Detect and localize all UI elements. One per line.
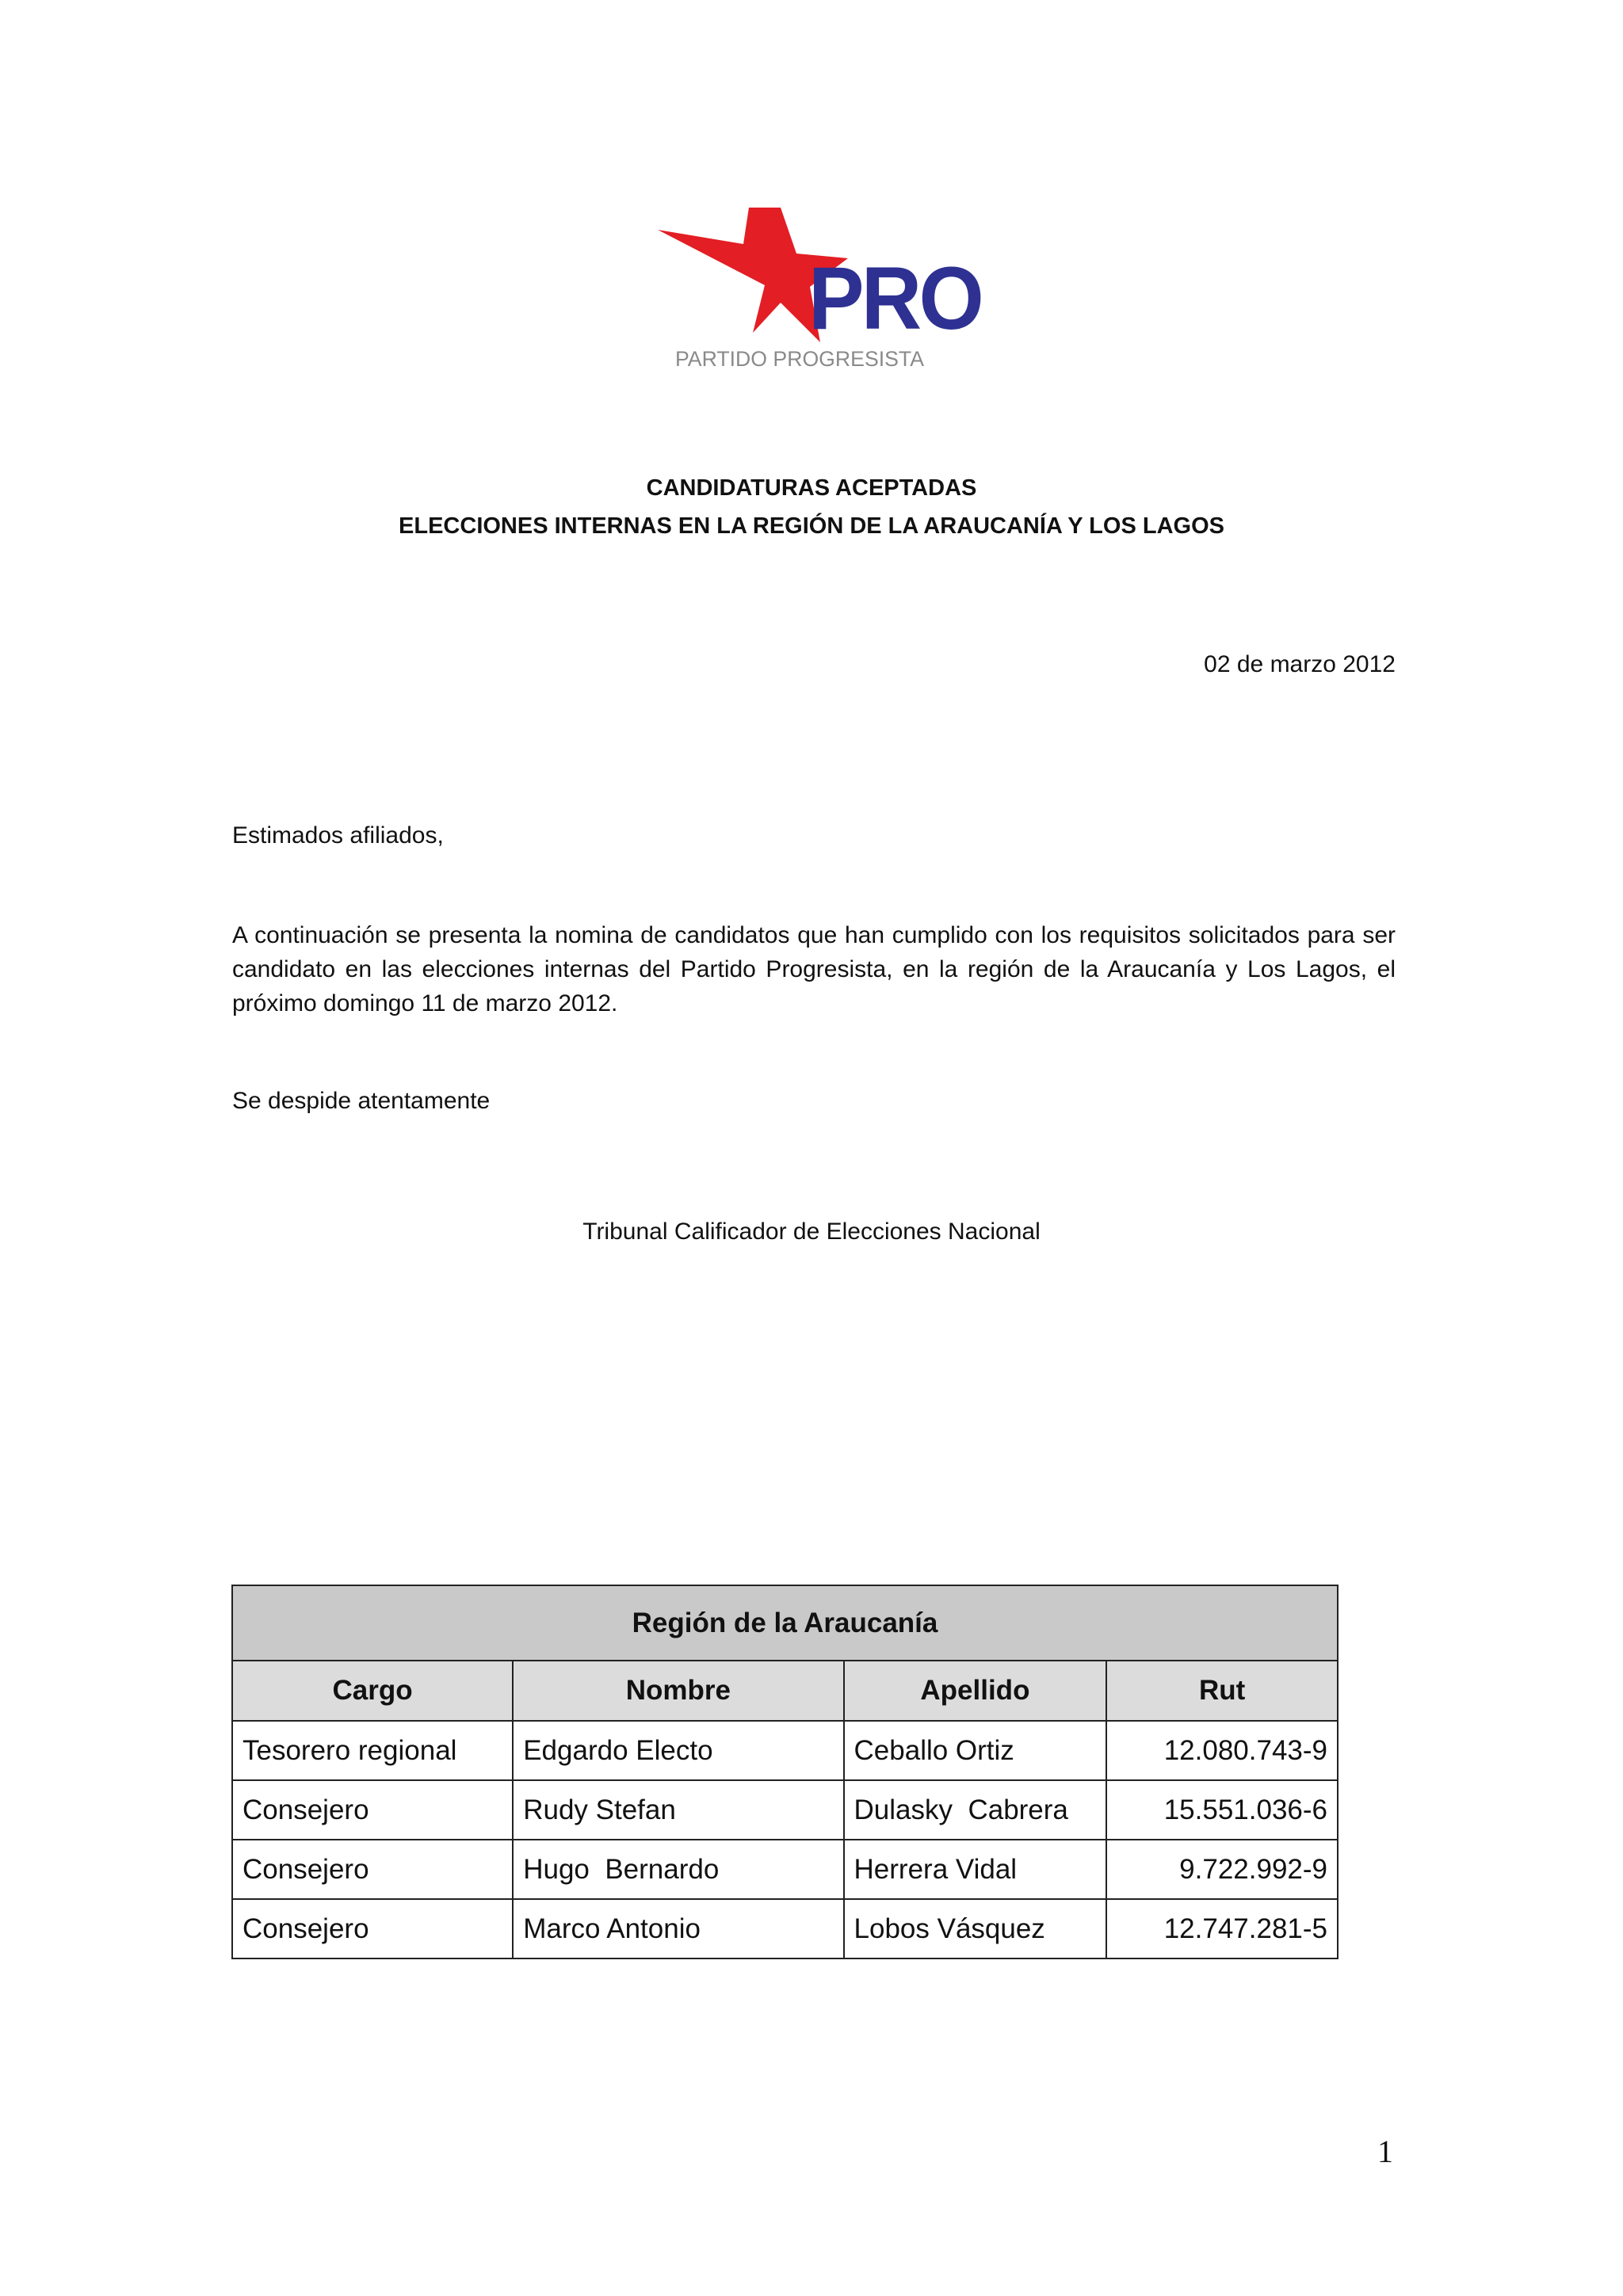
candidates-table [231, 1585, 1338, 1959]
body-paragraph: A continuación se presenta la nomina de candidatos que han cumplido con los requisitos solicitados para ser candidato en las elecciones internas del Partido Progresista, en la región de la Araucanía y Los Lagos, el próximo domingo 11 de marzo 2012. [232, 922, 1396, 1016]
signature: Tribunal Calificador de Elecciones Nacional [582, 1219, 1041, 1245]
table-row [232, 1840, 1338, 1899]
logo-brand-text: PRO [808, 249, 981, 348]
column-header-apellido: Apellido [844, 1661, 1107, 1721]
logo-subtitle: PARTIDO PROGRESISTA [675, 347, 924, 371]
party-logo [650, 198, 999, 388]
cell-cargo: Consejero [232, 1840, 513, 1899]
document-subtitle: ELECCIONES INTERNAS EN LA REGIÓN DE LA ARAUCANÍA Y LOS LAGOS [399, 513, 1224, 539]
cell-cargo: Consejero [232, 1899, 513, 1958]
table-row [232, 1899, 1338, 1958]
cell-nombre: Edgardo Electo [513, 1721, 843, 1780]
cell-rut: 12.747.281-5 [1106, 1899, 1338, 1958]
document-date: 02 de marzo 2012 [1204, 651, 1396, 677]
cell-nombre: Rudy Stefan [513, 1780, 843, 1840]
cell-nombre: Hugo Bernardo [513, 1840, 843, 1899]
cell-apellido: Herrera Vidal [844, 1840, 1107, 1899]
page-number: 1 [1377, 2134, 1393, 2169]
cell-apellido: Lobos Vásquez [844, 1899, 1107, 1958]
region-title: Región de la Araucanía [232, 1585, 1338, 1661]
document-title: CANDIDATURAS ACEPTADAS [646, 475, 977, 501]
cell-apellido: Ceballo Ortiz [844, 1721, 1107, 1780]
cell-cargo: Consejero [232, 1780, 513, 1840]
cell-rut: 12.080.743-9 [1106, 1721, 1338, 1780]
column-header-nombre: Nombre [513, 1661, 843, 1721]
party-logo-graphic [650, 198, 999, 388]
greeting: Estimados afiliados, [232, 822, 444, 849]
column-header-row [232, 1661, 1338, 1721]
column-header-cargo: Cargo [232, 1661, 513, 1721]
cell-rut: 9.722.992-9 [1106, 1840, 1338, 1899]
region-row [232, 1585, 1338, 1661]
cell-rut: 15.551.036-6 [1106, 1780, 1338, 1840]
column-header-rut: Rut [1106, 1661, 1338, 1721]
table-row [232, 1721, 1338, 1780]
closing: Se despide atentamente [232, 1088, 491, 1114]
table-row [232, 1780, 1338, 1840]
cell-nombre: Marco Antonio [513, 1899, 843, 1958]
cell-apellido: Dulasky Cabrera [844, 1780, 1107, 1840]
cell-cargo: Tesorero regional [232, 1721, 513, 1780]
